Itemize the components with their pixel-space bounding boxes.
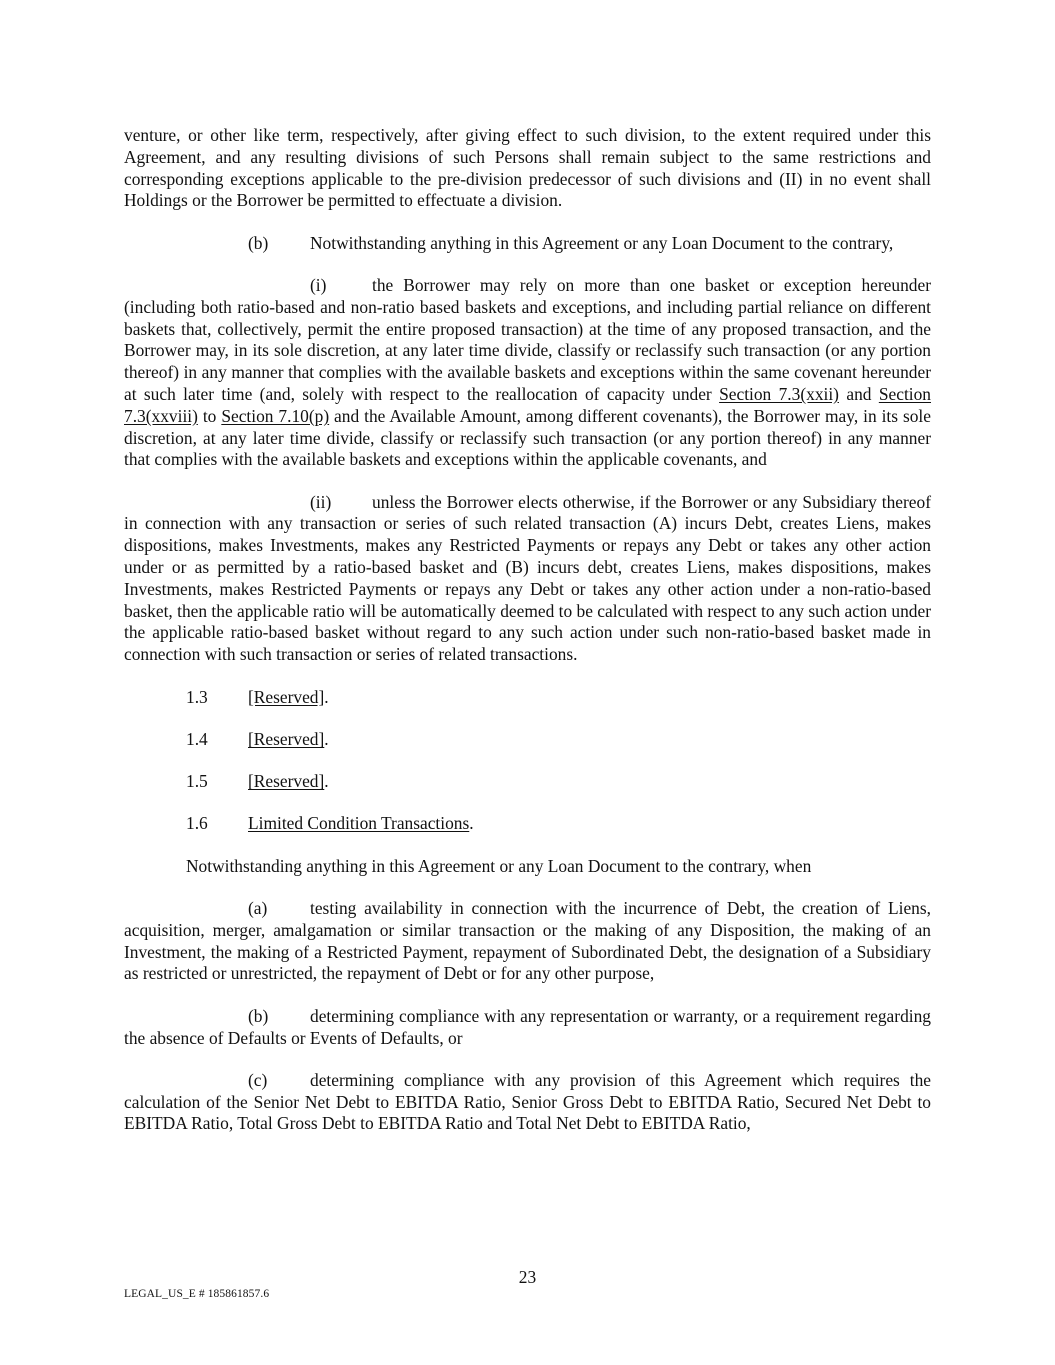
clause-text: to: [197, 405, 222, 426]
page-number: 23: [518, 1267, 537, 1287]
cross-reference-link[interactable]: Section 7.10(p): [221, 405, 330, 426]
document-body: [124, 125, 931, 1135]
section-number: 1.4: [186, 728, 208, 749]
clause-lct-a: [124, 898, 931, 985]
section-1-3: [186, 687, 931, 709]
clause-label: (a): [248, 898, 268, 919]
section-1-4: [186, 729, 931, 751]
clause-lct-c: [124, 1070, 931, 1135]
section-1-5: [186, 771, 931, 793]
clause-label: (b): [248, 1005, 269, 1026]
section-suffix: .: [469, 813, 474, 834]
section-number: 1.6: [186, 813, 208, 834]
document-id: LEGAL_US_E # 185861857.6: [124, 1288, 270, 1300]
clause-text: unless the Borrower elects otherwise, if the Borrower or any Subsidiary thereof in connection with any transaction or series of such related transaction (A) incurs Debt, creates Liens, makes dispositions, makes Investments, makes any Restricted Payments or repays any Debt or takes any other action under or as permitted by a ratio-based basket and (B) incurs debt, creates Liens, makes dispositions, makes Investments, makes Restricted Payments or repays any Debt or takes any other action under a non-ratio-based basket, then the applicable ratio will be automatically deemed to be calculated with respect to any such action under the applicable ratio-based basket without regard to any such action under such non-ratio-based basket made in connection with such transaction or series of related transactions.: [124, 491, 931, 665]
cross-reference-link[interactable]: Section 7.3(xxviii): [124, 383, 931, 426]
clause-text: the Borrower may rely on more than one basket or exception hereunder (including both ratio-based and non-ratio based baskets and exceptions, and including partial reliance on different baskets that, collectively, permit the entire proposed transaction) at the time of any proposed transaction, and the Borrower may, in its sole discretion, at any later time divide, classify or reclassify such transaction (or any portion thereof) in any manner that complies with the available baskets and exceptions within the same covenant hereunder at such later time (and, solely with respect to the reallocation of capacity under: [124, 274, 931, 404]
clause-b-i: [124, 275, 931, 471]
section-title: [Reserved]: [248, 686, 325, 707]
clause-b: [124, 233, 931, 255]
section-suffix: .: [324, 728, 329, 749]
section-title: [Reserved]: [248, 771, 325, 792]
clause-text: determining compliance with any representation or warranty, or a requirement regarding the absence of Defaults or Events of Defaults, or: [124, 1005, 931, 1048]
section-number: 1.3: [186, 686, 208, 707]
section-suffix: .: [324, 771, 329, 792]
clause-label: (ii): [310, 491, 332, 512]
clause-text: determining compliance with any provision of this Agreement which requires the calculation of the Senior Net Debt to EBITDA Ratio, Senior Gross Debt to EBITDA Ratio, Secured Net Debt to EBITDA Ratio, Total Gross Debt to EBITDA Ratio and Total Net Debt to EBITDA Ratio,: [124, 1069, 931, 1134]
clause-label: (c): [248, 1069, 268, 1090]
section-1-6: [186, 813, 931, 835]
clause-text: testing availability in connection with the incurrence of Debt, the creation of Liens, acquisition, merger, amalgamation or similar transaction or the making of any Disposition, the making of an Investment, the making of a Restricted Payment, repayment of Subordinated Debt, the designation of a Subsidiary as restricted or unrestricted, the repayment of Debt or for any other purpose,: [124, 898, 931, 984]
clause-text: and the Available Amount, among different covenants), the Borrower may, in its sole discretion, at any later time divide, classify or reclassify such transaction (or any portion thereof) in any manner that complies with the available baskets and exceptions within the applicable covenants, and: [124, 405, 931, 470]
lct-intro: Notwithstanding anything in this Agreement or any Loan Document to the contrary, when: [186, 855, 812, 876]
section-suffix: .: [324, 686, 329, 707]
clause-label: (b): [248, 232, 269, 253]
clause-text: and: [838, 383, 879, 404]
clause-text: Notwithstanding anything in this Agreement or any Loan Document to the contrary,: [310, 232, 894, 253]
cross-reference-link[interactable]: Section 7.3(xxii): [719, 383, 839, 404]
clause-label: (i): [310, 274, 327, 295]
clause-b-ii: [124, 492, 931, 666]
section-title: Limited Condition Transactions: [248, 813, 470, 834]
section-number: 1.5: [186, 771, 208, 792]
clause-lct-b: [124, 1006, 931, 1050]
section-title: [Reserved]: [248, 728, 325, 749]
paragraph-continuation: venture, or other like term, respectively, after giving effect to such division, to the extent required under this Agreement, and any resulting divisions of such Persons shall remain subject to the same restrictions and corresponding exceptions applicable to the pre-division predecessor of such divisions and (II) in no event shall Holdings or the Borrower be permitted to effectuate a division.: [124, 125, 931, 211]
